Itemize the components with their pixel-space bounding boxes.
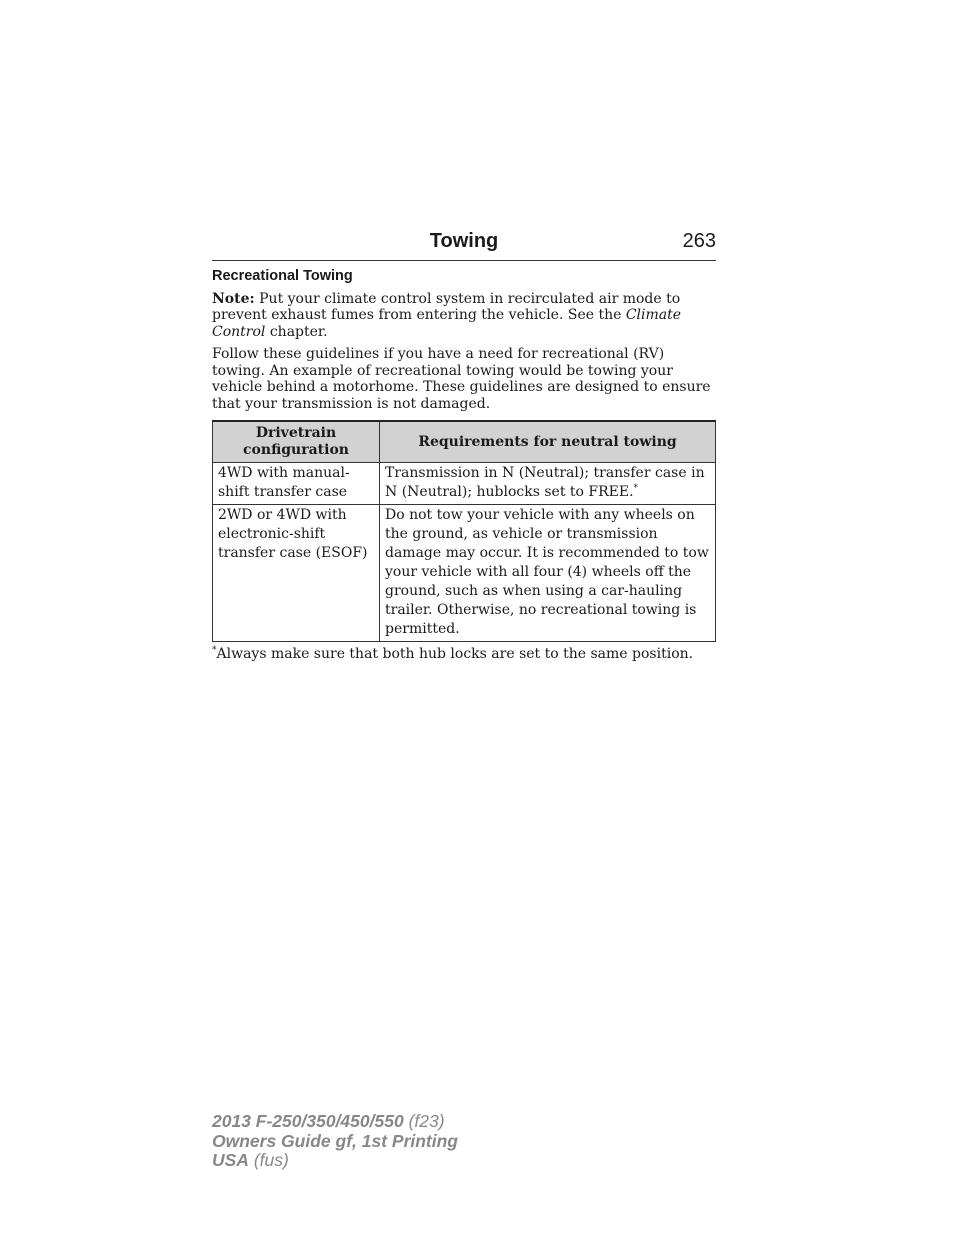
- cell-requirement: [380, 463, 716, 505]
- footer-guide: Owners Guide gf, 1st Printing: [212, 1130, 458, 1151]
- neutral-towing-table: [212, 420, 716, 642]
- guidelines-paragraph: Follow these guidelines if you have a need for recreational (RV) towing. An example of recreational towing would be towing your vehicle behind a motorhome. These guidelines are designed to ensure that your transmission is not damaged.: [212, 346, 711, 412]
- chapter-title: Towing: [429, 230, 499, 252]
- table-header-row: [213, 421, 716, 463]
- footnote-marker: *: [212, 645, 217, 656]
- cell-config: 2WD or 4WD with electronic-shift transfer case (ESOF): [213, 505, 380, 642]
- requirement-text: Transmission in N (Neutral); transfer case in N (Neutral); hublocks set to FREE.: [385, 465, 705, 500]
- footer-model: 2013 F-250/350/450/550: [212, 1111, 404, 1131]
- climate-control-reference: Climate Control: [212, 307, 682, 340]
- footer-line-guide: [212, 1132, 458, 1152]
- footnote: [212, 646, 716, 663]
- page-content: [212, 268, 716, 669]
- footer-line-region: [212, 1151, 458, 1171]
- section-heading: Recreational Towing: [212, 268, 353, 284]
- footnote-marker: *: [633, 483, 639, 494]
- header-drivetrain: Drivetrain configuration: [213, 421, 380, 463]
- footer-model-code: (f23): [403, 1111, 445, 1131]
- page-header: [212, 228, 716, 261]
- requirement-text: Do not tow your vehicle with any wheels on the ground, as vehicle or transmission damage may occur. It is recommended to tow your vehicle with all four (4) wheels off the ground, such as when using a car-hauling trailer. Otherwise, no recreational towing is permitted.: [385, 507, 709, 637]
- table-row: [213, 463, 716, 505]
- footer-line-model: [212, 1112, 458, 1132]
- page-number: 263: [682, 230, 716, 252]
- note-label: Note:: [212, 290, 255, 307]
- cell-requirement: [380, 505, 716, 642]
- footer-region-code: (fus): [248, 1150, 289, 1170]
- footnote-text: Always make sure that both hub locks are set to the same position.: [216, 646, 694, 662]
- cell-config: 4WD with manual-shift transfer case: [213, 463, 380, 505]
- footer-region: USA: [212, 1150, 249, 1170]
- note-paragraph: [212, 291, 716, 341]
- note-tail: chapter.: [265, 323, 328, 340]
- document-footer: [212, 1112, 458, 1171]
- note-text: Put your climate control system in recirculated air mode to prevent exhaust fumes from entering the vehicle. See the: [212, 290, 681, 323]
- table-row: [213, 505, 716, 642]
- header-requirements: Requirements for neutral towing: [380, 421, 716, 463]
